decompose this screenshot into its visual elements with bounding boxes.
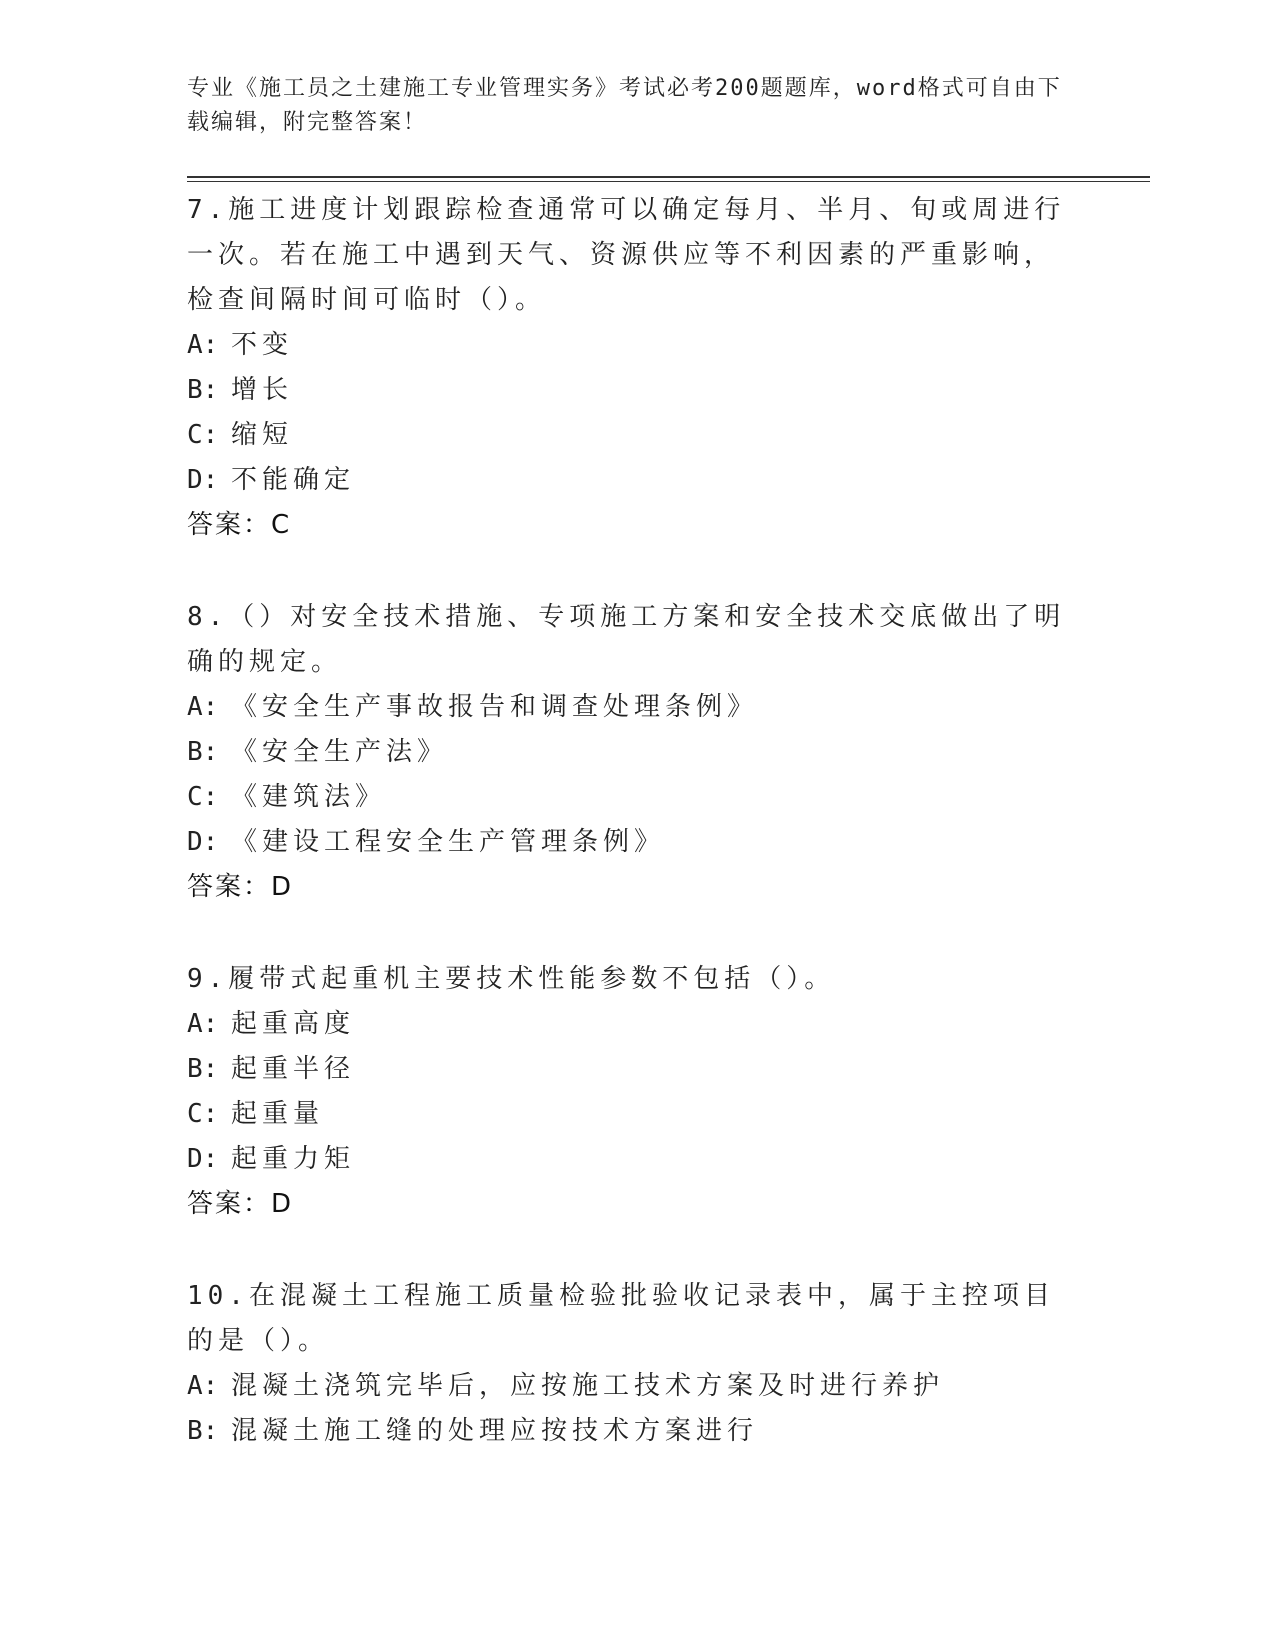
question-9 — [187, 957, 1067, 1227]
option-label: C: — [187, 1099, 219, 1129]
option-text: 起重半径 — [231, 1054, 356, 1084]
option-label: A: — [187, 1009, 219, 1039]
option-text: 混凝土浇筑完毕后，应按施工技术方案及时进行养护 — [231, 1371, 945, 1401]
option-a — [187, 323, 1067, 368]
option-c — [187, 775, 1067, 820]
question-text: 10.在混凝土工程施工质量检验批验收记录表中，属于主控项目的是（）。 — [187, 1281, 1055, 1356]
option-label: C: — [187, 420, 219, 450]
option-label: B: — [187, 737, 219, 767]
option-c — [187, 413, 1067, 458]
option-label: B: — [187, 1416, 219, 1446]
option-d — [187, 458, 1067, 503]
option-text: 增长 — [231, 375, 294, 405]
answer-line: 答案：D — [187, 1189, 294, 1219]
header-divider-thin — [187, 181, 1150, 182]
option-b — [187, 368, 1067, 413]
option-label: D: — [187, 465, 219, 495]
answer-line: 答案：C — [187, 510, 292, 540]
option-text: 起重力矩 — [231, 1144, 356, 1174]
question-8 — [187, 595, 1067, 910]
option-text: 不变 — [231, 330, 294, 360]
option-a — [187, 685, 1067, 730]
option-text: 混凝土施工缝的处理应按技术方案进行 — [231, 1416, 759, 1446]
option-d — [187, 820, 1067, 865]
option-label: A: — [187, 330, 219, 360]
document-header: 专业《施工员之土建施工专业管理实务》考试必考200题题库，word格式可自由下载编辑，附完整答案！ — [187, 76, 1062, 135]
option-text: 起重高度 — [231, 1009, 356, 1039]
option-text: 《安全生产事故报告和调查处理条例》 — [231, 692, 759, 722]
option-b — [187, 1047, 1067, 1092]
option-text: 《安全生产法》 — [231, 737, 449, 767]
option-label: D: — [187, 827, 219, 857]
question-spacer — [187, 910, 1067, 957]
question-10 — [187, 1274, 1067, 1454]
question-spacer — [187, 548, 1067, 595]
option-c — [187, 1092, 1067, 1137]
option-a — [187, 1364, 1067, 1409]
option-label: B: — [187, 1054, 219, 1084]
question-spacer — [187, 1227, 1067, 1274]
option-text: 缩短 — [231, 420, 294, 450]
option-label: B: — [187, 375, 219, 405]
question-text: 8.（）对安全技术措施、专项施工方案和安全技术交底做出了明确的规定。 — [187, 602, 1066, 677]
question-text: 9.履带式起重机主要技术性能参数不包括（）。 — [187, 964, 836, 994]
option-d — [187, 1137, 1067, 1182]
option-label: A: — [187, 1371, 219, 1401]
option-text: 《建筑法》 — [231, 782, 387, 812]
option-text: 不能确定 — [231, 465, 356, 495]
option-label: C: — [187, 782, 219, 812]
option-b — [187, 1409, 1067, 1454]
header-divider-thick — [187, 176, 1150, 178]
question-text: 7.施工进度计划跟踪检查通常可以确定每月、半月、旬或周进行一次。若在施工中遇到天气、资源供应等不利因素的严重影响，检查间隔时间可临时（）。 — [187, 195, 1066, 315]
question-7 — [187, 188, 1067, 548]
option-a — [187, 1002, 1067, 1047]
option-text: 起重量 — [231, 1099, 325, 1129]
answer-line: 答案：D — [187, 872, 294, 902]
option-text: 《建设工程安全生产管理条例》 — [231, 827, 666, 857]
option-label: D: — [187, 1144, 219, 1174]
option-label: A: — [187, 692, 219, 722]
option-b — [187, 730, 1067, 775]
question-list — [187, 188, 1067, 1454]
